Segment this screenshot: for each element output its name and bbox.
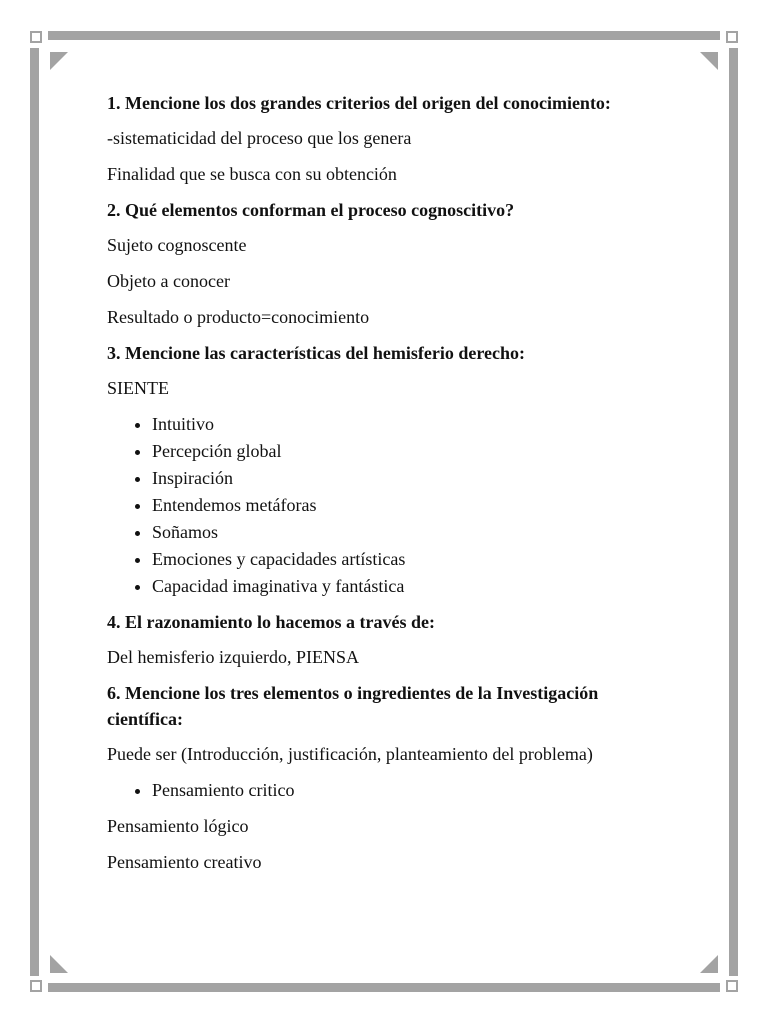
corner-triangle-bottom-right [700,955,718,973]
page-border-left [30,48,39,976]
list-item: • Intuitivo [152,411,677,438]
question-3: 3. Mencione las características del hemisferio derecho: [107,343,526,363]
list-item: • Capacidad imaginativa y fantástica [152,573,677,600]
list-item: • Inspiración [152,465,677,492]
corner-triangle-top-left [50,52,68,70]
question-1: 1. Mencione los dos grandes criterios del origen del conocimiento: [107,93,611,113]
corner-triangle-bottom-left [50,955,68,973]
list-item: • Soñamos [152,519,677,546]
question-2: 2. Qué elementos conforman el proceso cognoscitivo? [107,200,515,220]
corner-square-bottom-left [30,980,42,992]
answer-2-line-2: Objeto a conocer [107,271,230,291]
list-item: • Entendemos metáforas [152,492,677,519]
answer-6-line-3: Pensamiento creativo [107,852,262,872]
answer-2-line-3: Resultado o producto=conocimiento [107,307,370,327]
list-item: • Emociones y capacidades artísticas [152,546,677,573]
answer-6-line-2: Pensamiento lógico [107,816,249,836]
corner-square-bottom-right [726,980,738,992]
page-border-right [729,48,738,976]
answer-2-line-1: Sujeto cognoscente [107,235,247,255]
list-item: • Percepción global [152,438,677,465]
answer-4: Del hemisferio izquierdo, PIENSA [107,647,359,667]
page-border-bottom [48,983,720,992]
answer-3-list [107,411,677,600]
list-item: • Pensamiento critico [152,777,677,804]
answer-1-line-1: -sistematicidad del proceso que los genera [107,128,412,148]
question-6: 6. Mencione los tres elementos o ingredientes de la Investigación científica: [107,683,599,729]
answer-3-intro: SIENTE [107,378,169,398]
corner-square-top-left [30,31,42,43]
corner-square-top-right [726,31,738,43]
answer-1-line-2: Finalidad que se busca con su obtención [107,164,397,184]
answer-6-list [107,777,677,804]
answer-6-intro: Puede ser (Introducción, justificación, planteamiento del problema) [107,744,593,764]
page-border-top [48,31,720,40]
question-4: 4. El razonamiento lo hacemos a través de: [107,612,435,632]
corner-triangle-top-right [700,52,718,70]
document-body [107,90,677,885]
